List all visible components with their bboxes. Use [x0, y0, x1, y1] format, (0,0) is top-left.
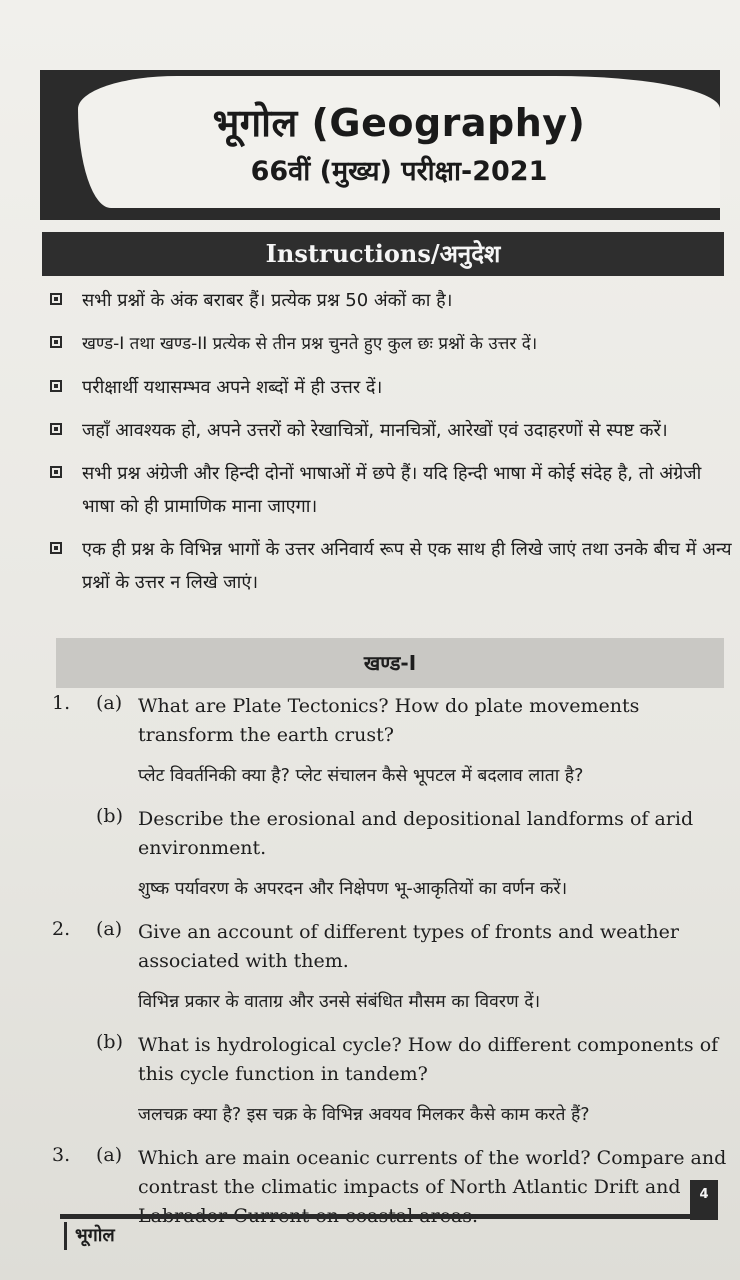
question-text-english: Describe the erosional and depositional landforms of arid environment. — [138, 808, 694, 859]
question-text-hindi: जलचक्र क्या है? इस चक्र के विभिन्न अवयव मिलकर कैसे काम करते हैं? — [138, 1105, 590, 1125]
instruction-text: सभी प्रश्न अंग्रेजी और हिन्दी दोनों भाषाओं में छपे हैं। यदि हिन्दी भाषा में कोई संदेह है, तो अंग्रेजी भाषा को ही प्रामाणिक माना जाएगा। — [82, 463, 702, 517]
instructions-heading: Instructions/अनुदेश — [42, 232, 724, 276]
title-panel — [78, 76, 720, 208]
question-number: 3. — [52, 1144, 71, 1166]
page-number: 4 — [690, 1180, 718, 1220]
instruction-text: एक ही प्रश्न के विभिन्न भागों के उत्तर अनिवार्य रूप से एक साथ ही लिखे जाएं तथा उनके बीच में अन्य प्रश्नों के उत्तर न लिखे जाएं। — [82, 539, 732, 593]
question-1 — [52, 692, 732, 904]
instruction-item — [46, 533, 736, 599]
question-part — [52, 918, 732, 1017]
footer-rule — [60, 1214, 700, 1219]
instruction-text: परीक्षार्थी यथासम्भव अपने शब्दों में ही उत्तर दें। — [82, 377, 383, 398]
title-banner — [40, 70, 720, 220]
question-2 — [52, 918, 732, 1130]
footer-subject-label: भूगोल — [64, 1222, 123, 1250]
question-part — [52, 692, 732, 791]
square-bullet-icon — [50, 380, 62, 392]
question-number: 1. — [52, 692, 71, 714]
instruction-item — [46, 284, 736, 317]
square-bullet-icon — [50, 336, 62, 348]
question-part — [52, 1031, 732, 1130]
question-text-english: Which are main oceanic currents of the world? Compare and contrast the climatic impacts of North Atlantic Drift and — [138, 1147, 727, 1198]
question-text-hindi: विभिन्न प्रकार के वाताग्र और उनसे संबंधित मौसम का विवरण दें। — [138, 992, 541, 1012]
question-number: 2. — [52, 918, 71, 940]
question-text-english: What is hydrological cycle? How do different components of this cycle function in tandem? — [138, 1034, 719, 1085]
question-part — [52, 805, 732, 904]
part-label: (b) — [96, 1031, 123, 1053]
instruction-text: सभी प्रश्नों के अंक बराबर हैं। प्रत्येक प्रश्न 50 अंकों का है। — [82, 290, 453, 311]
exam-subtitle: 66वीं (मुख्य) परीक्षा-2021 — [250, 156, 548, 187]
part-label: (b) — [96, 805, 123, 827]
page-title: भूगोल (Geography) — [212, 101, 586, 145]
question-list — [52, 692, 732, 1235]
part-label: (a) — [96, 692, 123, 714]
section-heading: खण्ड-I — [56, 638, 724, 688]
question-text-hindi: शुष्क पर्यावरण के अपरदन और निक्षेपण भू-आकृतियों का वर्णन करें। — [138, 879, 568, 899]
question-text-english: What are Plate Tectonics? How do plate movements transform the earth crust? — [138, 695, 640, 746]
instruction-item — [46, 457, 736, 523]
square-bullet-icon — [50, 423, 62, 435]
page-footer — [60, 1187, 722, 1246]
instructions-list — [46, 284, 736, 609]
instruction-text: खण्ड-I तथा खण्ड-II प्रत्येक से तीन प्रश्न चुनते हुए कुल छः प्रश्नों के उत्तर दें। — [82, 334, 538, 354]
square-bullet-icon — [50, 293, 62, 305]
part-label: (a) — [96, 1144, 123, 1166]
question-text-english: Give an account of different types of fronts and weather associated with them. — [138, 921, 679, 972]
instruction-item — [46, 414, 736, 447]
square-bullet-icon — [50, 542, 62, 554]
part-label: (a) — [96, 918, 123, 940]
question-text-hindi: प्लेट विवर्तनिकी क्या है? प्लेट संचालन कैसे भूपटल में बदलाव लाता है? — [138, 766, 584, 786]
instruction-item — [46, 327, 736, 361]
square-bullet-icon — [50, 466, 62, 478]
instruction-item — [46, 371, 736, 404]
instruction-text: जहाँ आवश्यक हो, अपने उत्तरों को रेखाचित्रों, मानचित्रों, आरेखों एवं उदाहरणों से स्पष्ट करें। — [82, 420, 668, 441]
